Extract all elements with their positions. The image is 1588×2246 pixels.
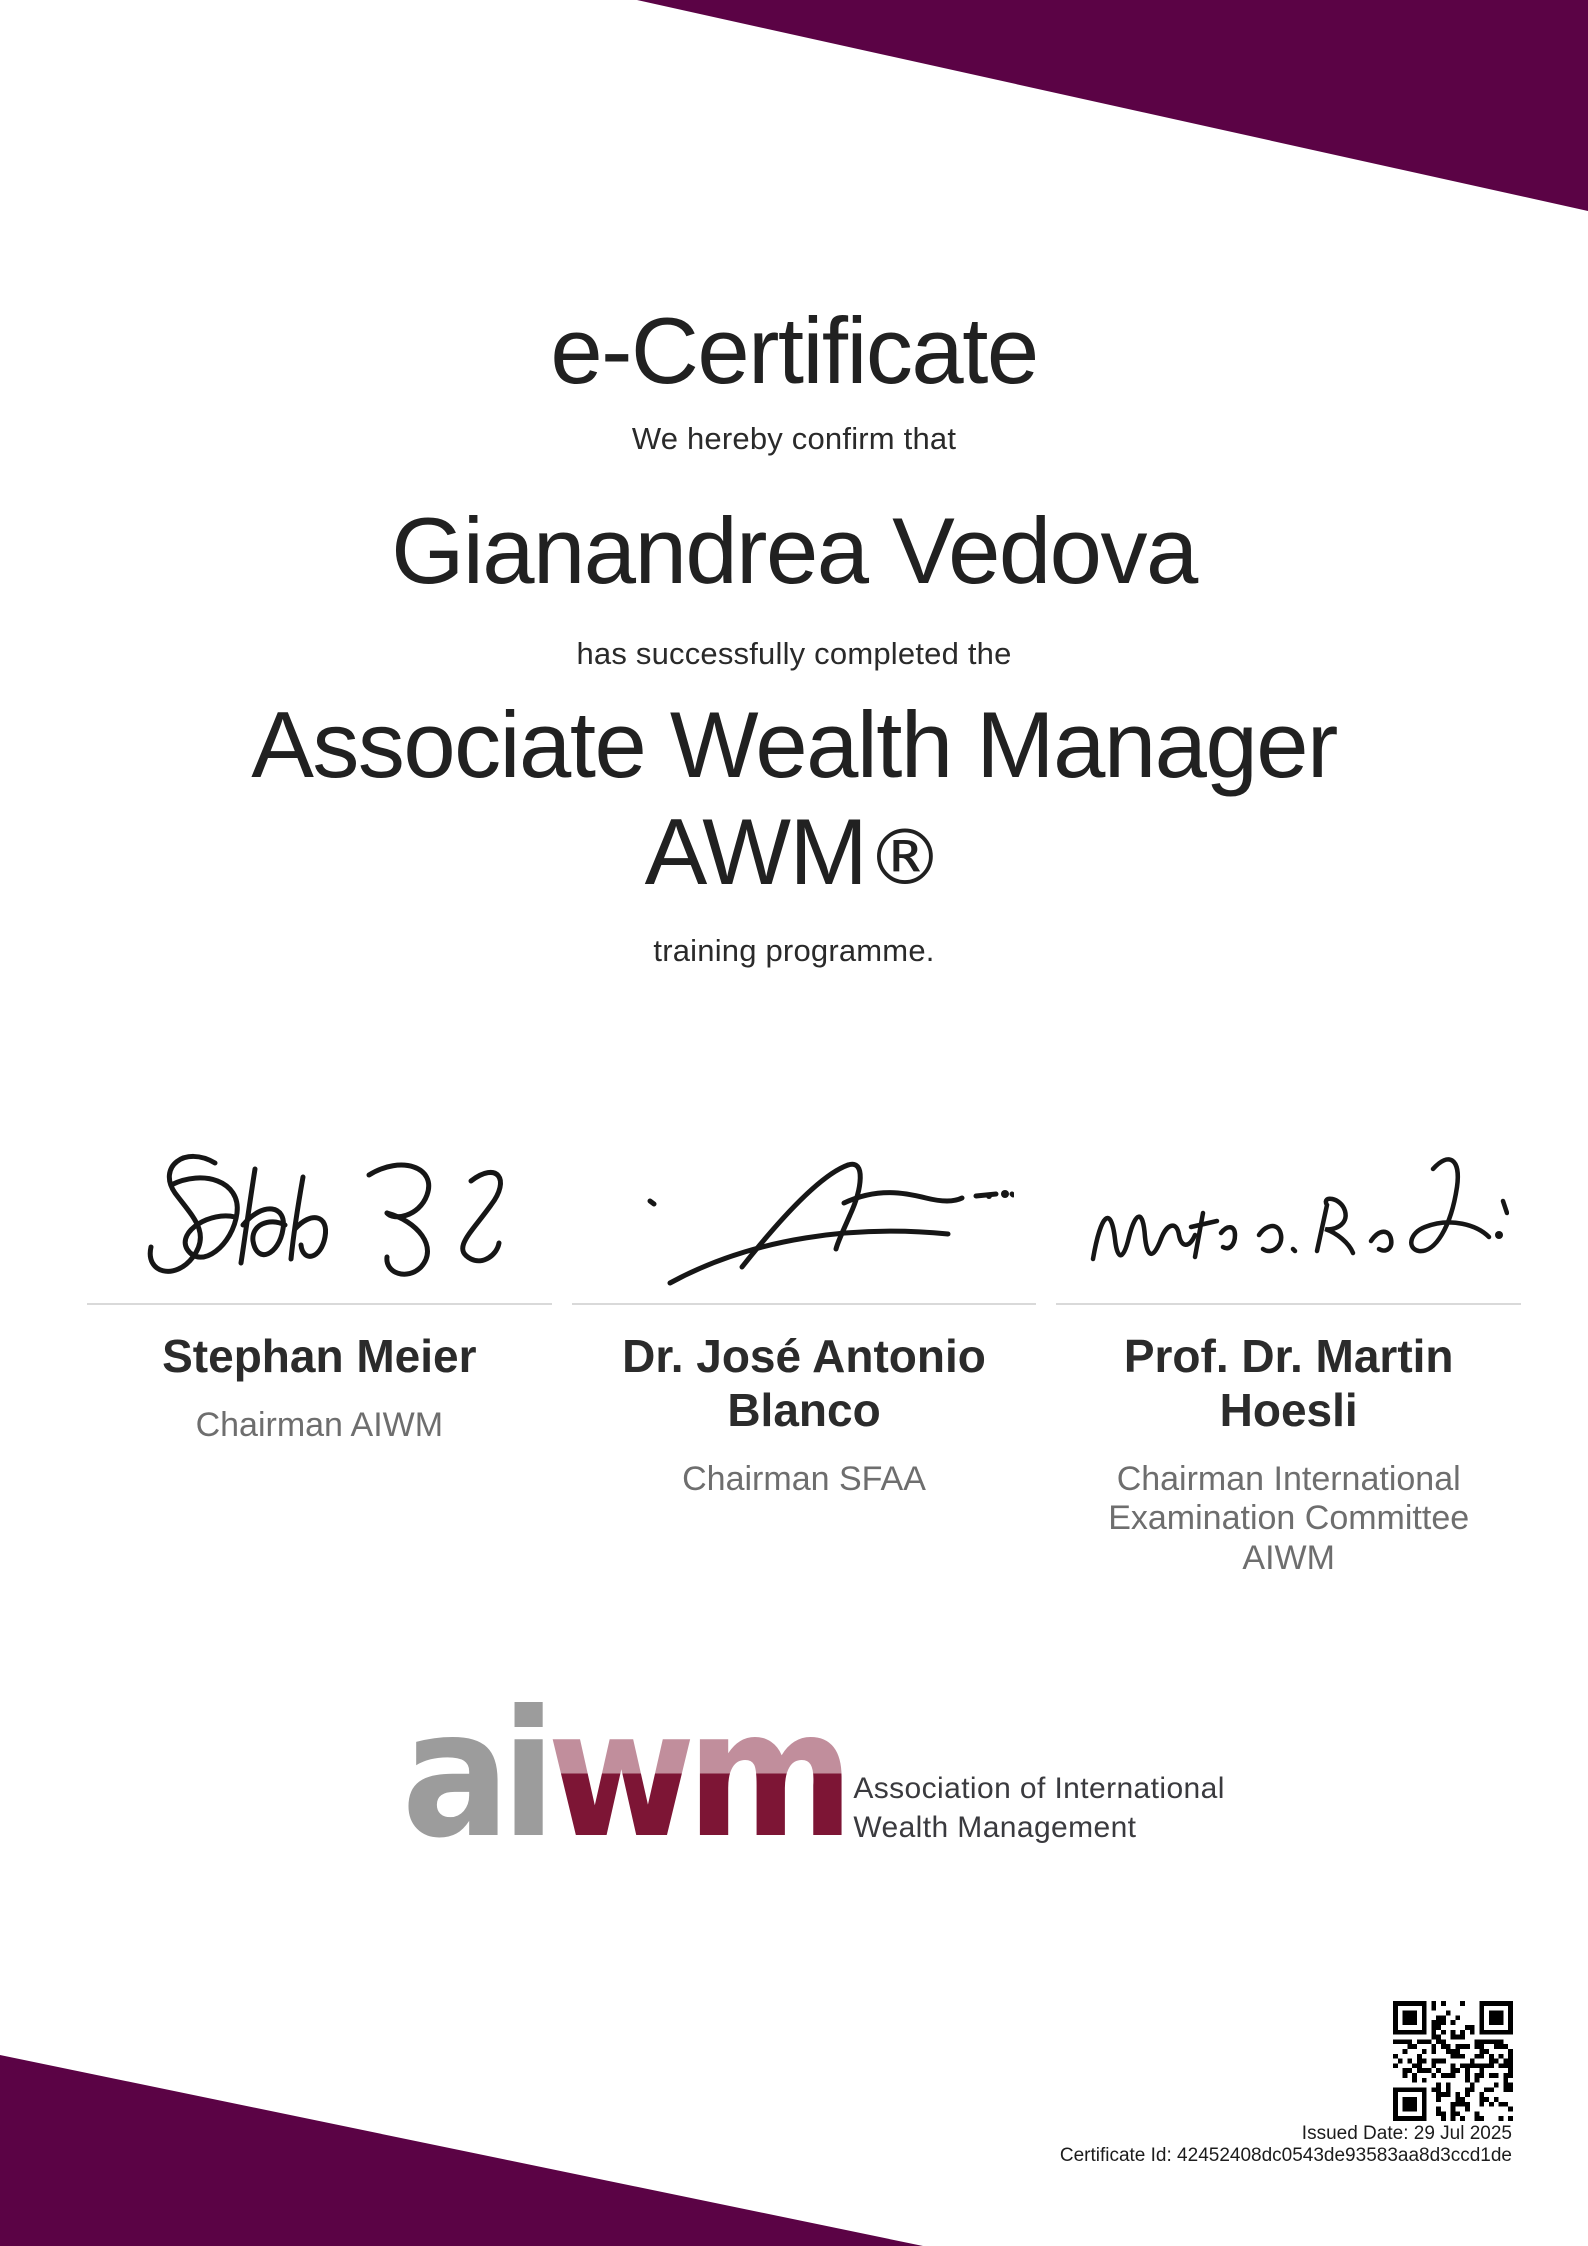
aiwm-logo	[0, 1674, 1588, 1877]
programme-abbreviation: AWM	[644, 798, 867, 904]
signer-role: Chairman SFAA	[682, 1459, 926, 1498]
signer-role: Chairman International Examination Committee AIWM	[1108, 1459, 1470, 1577]
completion-line: has successfully completed the	[576, 636, 1012, 671]
programme-title-line2	[0, 798, 1588, 904]
signatures-row	[87, 1082, 1521, 1305]
certificate-footer	[1060, 2123, 1512, 2167]
issued-date: Issued Date: 29 Jul 2025	[1301, 2123, 1512, 2144]
wordmark-ai: ai	[401, 1674, 548, 1877]
tagline-line1: Association of International	[853, 1772, 1225, 1805]
signer-role: Chairman AIWM	[195, 1405, 444, 1444]
recipient-name: Gianandrea Vedova	[391, 498, 1197, 603]
certificate-id: Certificate Id: 42452408dc0543de93583aa8d3ccd1de	[1059, 2145, 1512, 2166]
top-right-corner-decoration	[637, 0, 1588, 211]
certificate-title: e-Certificate	[550, 298, 1038, 403]
programme-title	[0, 694, 1588, 902]
registered-trademark-icon: ®	[866, 812, 944, 903]
signature-martin-hoesli	[1056, 1082, 1521, 1305]
closing-line: training programme.	[653, 933, 935, 968]
signers-row	[87, 1330, 1521, 1578]
signer-column	[572, 1330, 1037, 1578]
confirm-line: We hereby confirm that	[631, 421, 957, 456]
signature-stephan-meier-image	[119, 1141, 519, 1291]
wordmark-wm: wm	[547, 1674, 846, 1877]
qr-code	[1393, 2001, 1513, 2121]
signature-jose-antonio-blanco-image	[594, 1141, 1014, 1291]
aiwm-wordmark	[401, 1674, 846, 1877]
bottom-left-corner-decoration	[0, 2055, 923, 2246]
aiwm-tagline	[853, 1769, 1224, 1847]
signer-column	[87, 1330, 552, 1578]
programme-title-line1: Associate Wealth Manager	[251, 692, 1337, 797]
signature-stephan-meier	[87, 1082, 552, 1305]
tagline-line2: Wealth Management	[853, 1811, 1137, 1844]
signer-column	[1056, 1330, 1521, 1578]
signer-name: Prof. Dr. Martin Hoesli	[1123, 1330, 1454, 1436]
signer-name: Dr. José Antonio Blanco	[622, 1330, 986, 1436]
signature-martin-hoesli-image	[1069, 1141, 1509, 1291]
signer-name: Stephan Meier	[162, 1330, 477, 1382]
signature-jose-antonio-blanco	[572, 1082, 1037, 1305]
